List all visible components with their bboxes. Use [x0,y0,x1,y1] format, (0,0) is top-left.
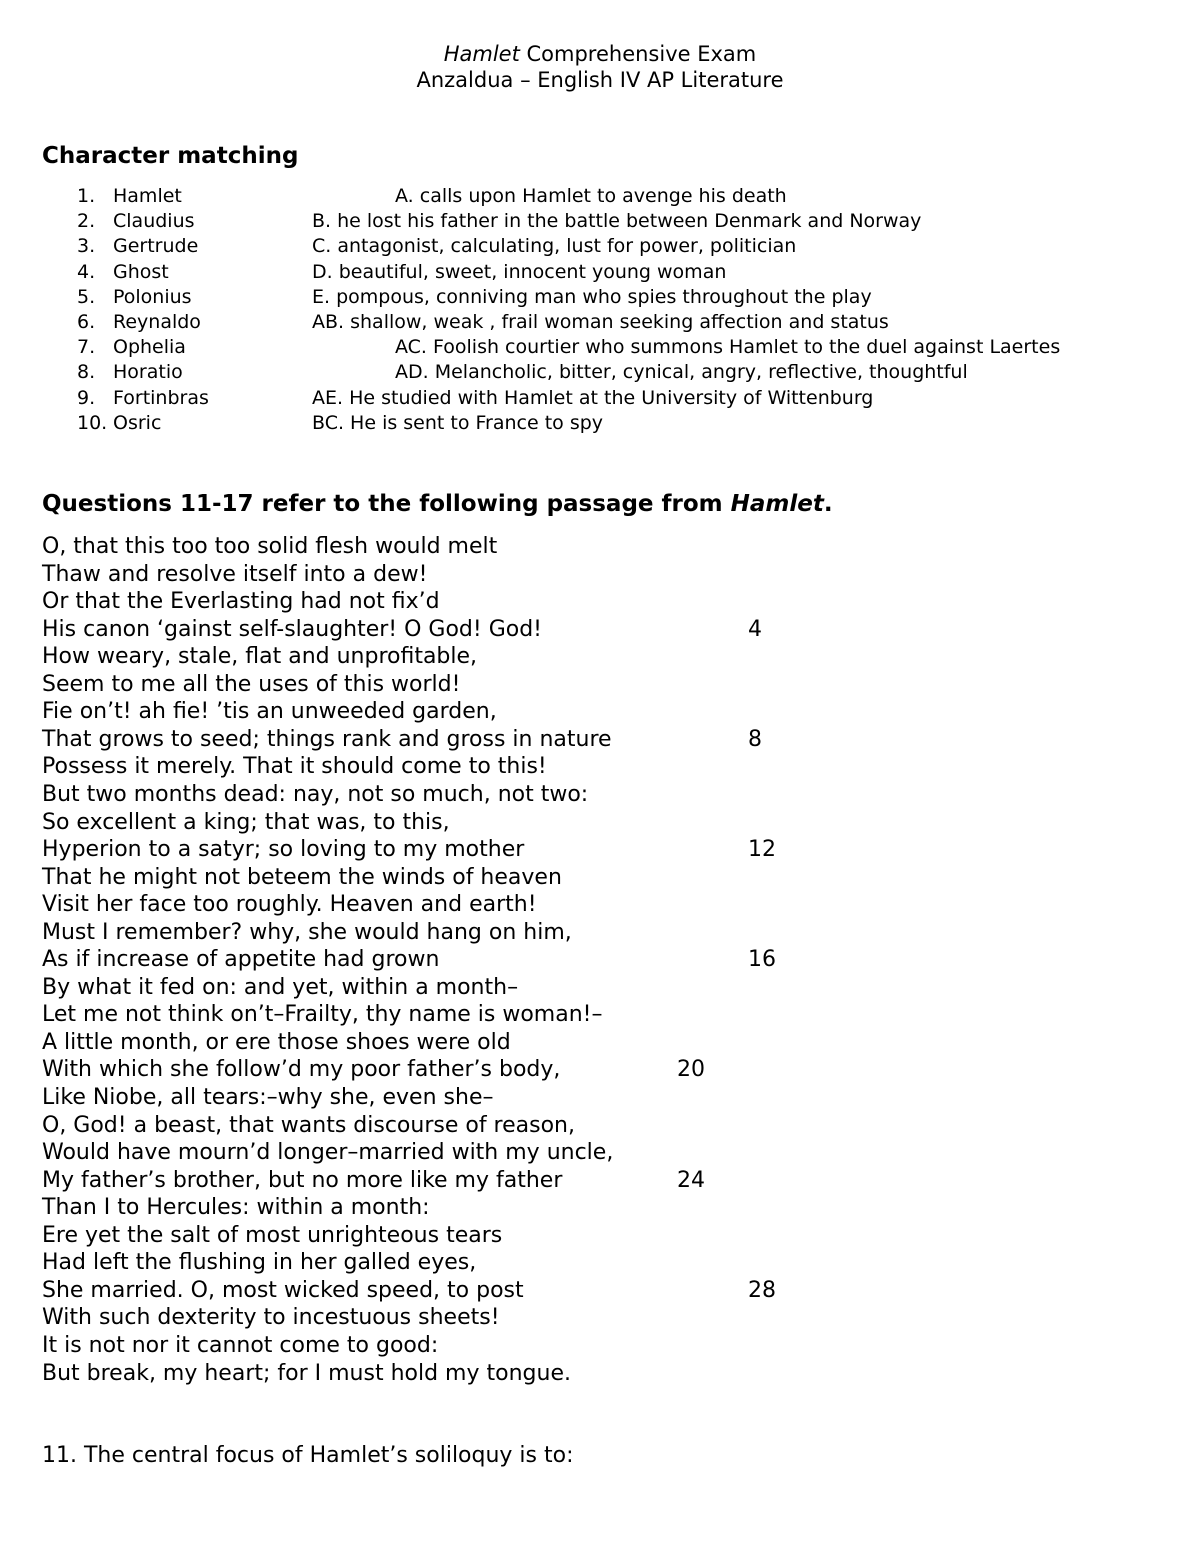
passage-heading-text: Questions 11-17 refer to the following passage from [42,491,731,517]
line-number: 12 [748,837,776,863]
passage-line: Let me not think on’t–Frailty, thy name is woman!– [42,1002,603,1028]
matching-item-description: C. antagonist, calculating, lust for power, politician [312,235,797,258]
matching-item-character: Claudius [113,210,195,233]
matching-item-character: Gertrude [113,235,199,258]
passage-line: Would have mourn’d longer–married with my uncle, [42,1140,614,1166]
passage-line: By what it fed on: and yet, within a month– [42,974,519,1000]
matching-item-description: B. he lost his father in the battle between Denmark and Norway [312,210,922,233]
passage-line: Like Niobe, all tears:–why she, even she– [42,1085,494,1110]
matching-item-character: Osric [113,411,162,434]
matching-item-number: 3. [77,235,96,258]
line-number: 20 [677,1057,705,1083]
matching-item-character: Fortinbras [113,386,209,409]
matching-item-description: AC. Foolish courtier who summons Hamlet to the duel against Laertes [395,336,1061,359]
matching-item-description: E. pompous, conniving man who spies throughout the play [312,285,872,308]
passage-line: Visit her face too roughly. Heaven and earth! [42,892,537,918]
matching-item-character: Ghost [113,260,169,283]
matching-item-number: 10. [77,411,108,434]
matching-item-character: Polonius [113,285,192,308]
matching-item-number: 8. [77,361,96,384]
passage-line: But break, my heart; for I must hold my tongue. [42,1360,571,1386]
line-number: 24 [677,1167,705,1193]
line-number: 4 [748,616,762,642]
exam-title [0,42,1200,66]
matching-item-number: 5. [77,285,96,308]
matching-item-number: 9. [77,386,96,409]
matching-item-description: AE. He studied with Hamlet at the University of Wittenburg [312,386,874,409]
line-number: 8 [748,726,762,752]
passage-line: Or that the Everlasting had not fix’d [42,589,440,615]
matching-item-character: Horatio [113,361,183,384]
passage-line: Than I to Hercules: within a month: [42,1195,430,1221]
matching-item-description: BC. He is sent to France to spy [312,411,604,434]
passage-line: His canon ‘gainst self-slaughter! O God! God! [42,616,543,642]
matching-item-number: 6. [77,311,96,333]
passage-line: That grows to seed; things rank and gross in nature [42,726,612,752]
matching-item-description: D. beautiful, sweet, innocent young woman [312,260,727,283]
passage-line: She married. O, most wicked speed, to post [42,1277,524,1303]
exam-subtitle: Anzaldua – English IV AP Literature [416,68,784,92]
passage-line: Hyperion to a satyr; so loving to my mother [42,837,525,863]
matching-item-description: A. calls upon Hamlet to avenge his death [395,185,787,207]
passage-heading-italic: Hamlet [730,491,824,517]
question-11: 11. The central focus of Hamlet’s soliloquy is to: [42,1443,574,1468]
passage-line: A little month, or ere those shoes were old [42,1029,511,1055]
passage-line: Thaw and resolve itself into a dew! [42,561,428,587]
passage-line: But two months dead: nay, not so much, not two: [42,781,589,807]
line-number: 16 [748,947,776,973]
line-number: 28 [748,1277,776,1303]
matching-item-number: 1. [77,185,96,207]
passage-line: O, God! a beast, that wants discourse of reason, [42,1112,575,1138]
passage-line: That he might not beteem the winds of heaven [42,864,562,890]
passage-heading-period: . [823,491,833,517]
passage-line: It is not nor it cannot come to good: [42,1332,439,1358]
passage-line: Had left the flushing in her galled eyes, [42,1250,477,1276]
matching-item-character: Reynaldo [113,311,201,333]
matching-item-description: AB. shallow, weak , frail woman seeking affection and status [312,311,889,333]
passage-line: Possess it merely. That it should come to this! [42,754,547,780]
exam-title-rest: Comprehensive Exam [519,42,757,66]
passage-line: As if increase of appetite had grown [42,947,440,973]
matching-item-number: 2. [77,210,96,233]
passage-line: With such dexterity to incestuous sheets! [42,1305,500,1331]
passage-line: So excellent a king; that was, to this, [42,809,450,835]
matching-item-number: 7. [77,336,96,359]
passage-line: My father’s brother, but no more like my father [42,1167,563,1193]
passage-line: Fie on’t! ah fie! ’tis an unweeded garden, [42,699,497,725]
passage-line: Ere yet the salt of most unrighteous tears [42,1222,503,1248]
matching-item-number: 4. [77,260,96,283]
passage-line: How weary, stale, flat and unprofitable, [42,644,478,670]
passage-line: Must I remember? why, she would hang on him, [42,919,572,945]
matching-item-description: AD. Melancholic, bitter, cynical, angry, reflective, thoughtful [395,361,968,384]
exam-title-italic: Hamlet [443,42,520,66]
passage-line: With which she follow’d my poor father’s body, [42,1057,561,1083]
matching-item-character: Hamlet [113,185,182,207]
passage-line: O, that this too too solid flesh would melt [42,534,498,559]
matching-item-character: Ophelia [113,336,186,359]
passage-heading [42,491,833,517]
passage-line: Seem to me all the uses of this world! [42,671,461,697]
matching-heading: Character matching [42,143,299,169]
